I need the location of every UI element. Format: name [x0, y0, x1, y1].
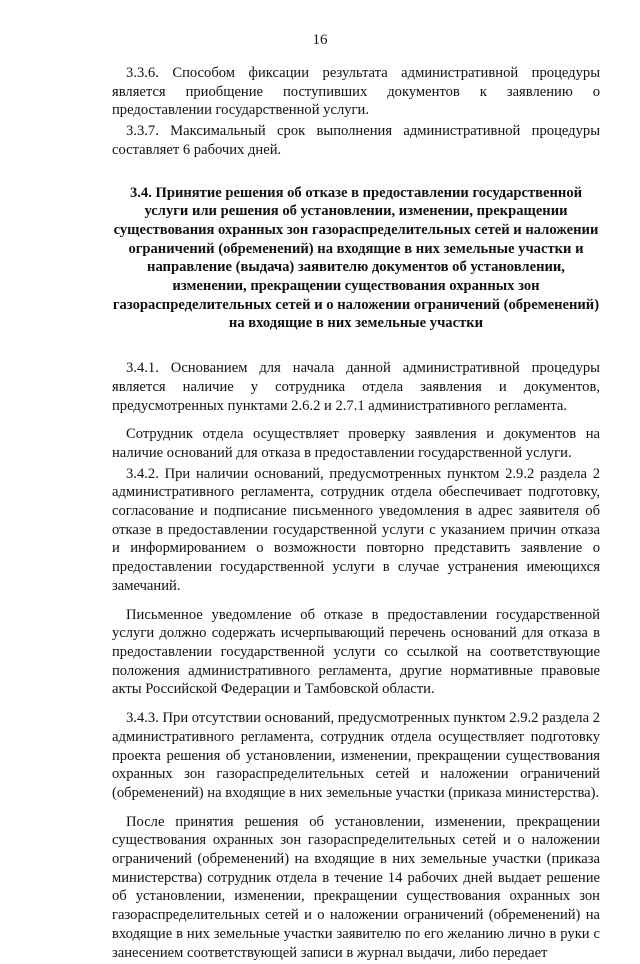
- paragraph-check: Сотрудник отдела осуществляет проверку заявления и документов на наличие оснований для отказа в предоставлении государственной услуги.: [112, 426, 600, 461]
- paragraph-3-3-7: 3.3.7. Максимальный срок выполнения административной процедуры составляет 6 рабочих дней.: [112, 123, 600, 158]
- paragraph-3-4-1: 3.4.1. Основанием для начала данной административной процедуры является наличие у сотрудника отдела заявления и документов, предусмотренных пунктами 2.6.2 и 2.7.1 административного регламента.: [112, 360, 600, 414]
- document-body: [112, 64, 600, 964]
- paragraph-after-decision: После принятия решения об установлении, изменении, прекращении существования охранных зон газораспределительных сетей и о наложении ограничений (обременений) на входящие в них земельные участки (приказа министерства) сотрудник отдела в течение 14 рабочих дней выдает решение об установлении, изменении, прекращении существования охранных зон газораспределительных сетей и о наложении ограничений (обременений) на входящие в них земельные участки заявителю по его желанию лично в руки с занесением соответствующей записи в журнал выдачи, либо передает: [112, 813, 600, 961]
- paragraph-notice: Письменное уведомление об отказе в предоставлении государственной услуги должно содержать исчерпывающий перечень оснований для отказа в предоставлении государственной услуги со ссылкой на соответствующие положения административного регламента, другие нормативные правовые акты Российской Федерации и Тамбовской области.: [112, 606, 600, 698]
- paragraph-3-4-3: 3.4.3. При отсутствии оснований, предусмотренных пунктом 2.9.2 раздела 2 административного регламента, сотрудник отдела осуществляет подготовку проекта решения об установлении, изменении, прекращении существования охранных зон газораспределительных сетей и наложении ограничений (обременений) на входящие в них земельные участки (приказа министерства).: [112, 710, 600, 801]
- paragraph-3-3-6: 3.3.6. Способом фиксации результата административной процедуры является приобщение поступивших документов к заявлению о предоставлении государственной услуги.: [112, 65, 600, 119]
- section-heading-3-4: 3.4. Принятие решения об отказе в предоставлении государственной услуги или решения об установлении, изменении, прекращении существования охранных зон газораспределительных сетей и наложении ограничений (обременений) на входящие в них земельные участки и направление (выдача) заявителю документов об установлении, изменении, прекращении существования охранных зон газораспределительных сетей и о наложении ограничений (обременений) на входящие в них земельные участки: [112, 184, 600, 332]
- page-number: 16: [312, 32, 328, 48]
- paragraph-3-4-2: 3.4.2. При наличии оснований, предусмотренных пунктом 2.9.2 раздела 2 административного регламента, сотрудник отдела обеспечивает подготовку, согласование и подписание письменного уведомления в адрес заявителя об отказе в предоставлении государственной услуги с указанием причин отказа и информированием о возможности повторно представить заявление о предоставлении государственной услуги в случае устранения имеющихся замечаний.: [112, 465, 600, 594]
